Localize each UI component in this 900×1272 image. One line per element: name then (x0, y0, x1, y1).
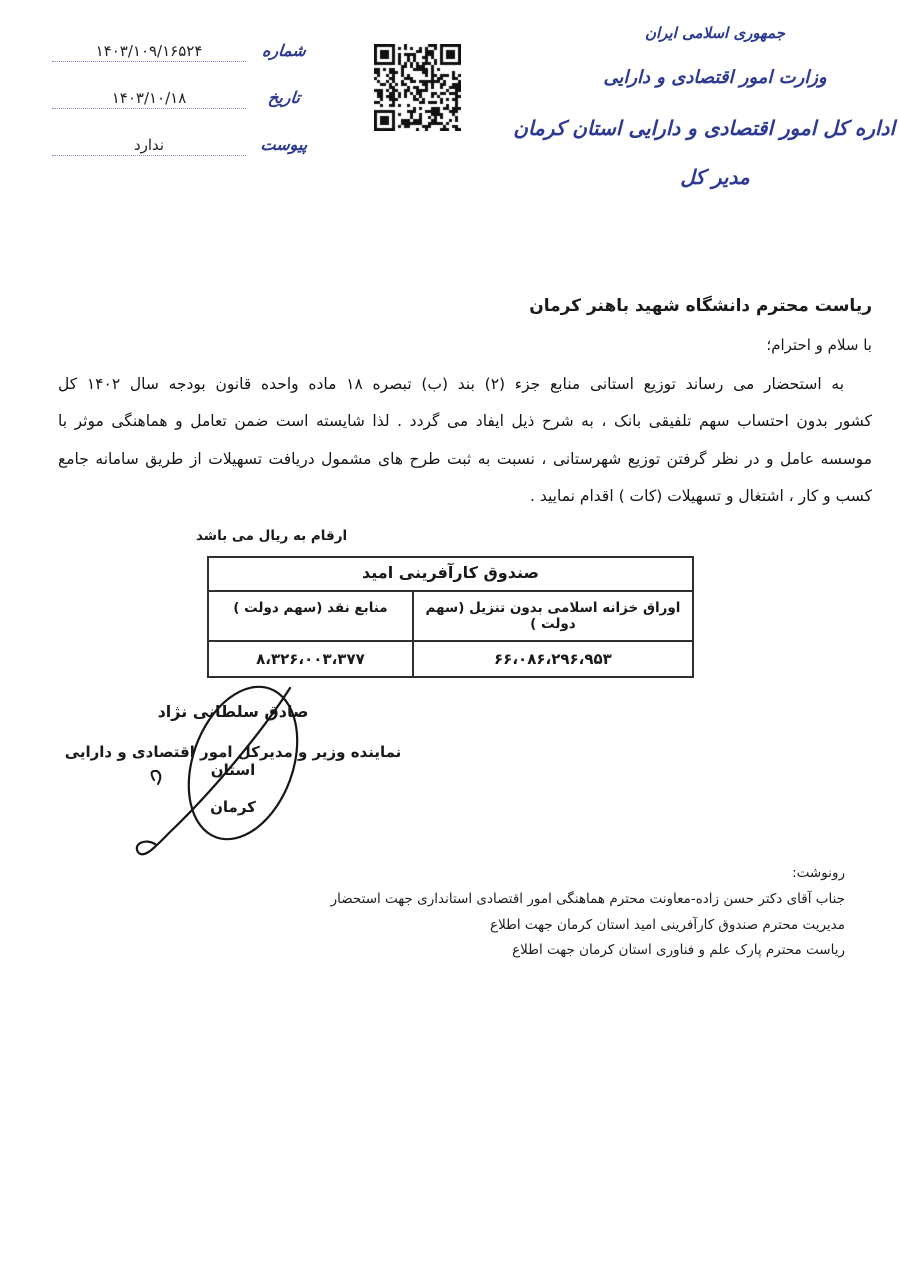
table-title: صندوق کارآفرینی امید (209, 558, 692, 592)
cc-item: مدیریت محترم صندوق کارآفرینی امید استان کرمان جهت اطلاع (490, 916, 845, 933)
recipient-line: ریاست محترم دانشگاه شهید باهنر کرمان (529, 296, 872, 316)
letter-date-label: تاریخ (267, 88, 302, 107)
cc-item: ریاست محترم پارک علم و فناوری استان کرمان جهت اطلاع (512, 942, 845, 959)
signature-block (58, 702, 408, 816)
salutation-line: با سلام و احترام؛ (766, 336, 872, 354)
letterhead-ministry: وزارت امور اقتصادی و دارایی (603, 67, 827, 88)
table-value-row (209, 642, 692, 676)
body-line: موسسه عامل و در نظر گرفتن توزیع شهرستانی ، نسبت به ثبت طرح های مشمول دریافت تسهیلات از طریق سامانه جامع (58, 449, 872, 468)
letter-date-line (52, 74, 246, 109)
cc-label: رونوشت: (792, 865, 845, 881)
table-header-cash-resources: منابع نقد (سهم دولت ) (209, 592, 412, 642)
body-line: به استحضار می رساند توزیع استانی منابع جزء (۲) بند (ب) تبصره ۱۸ ماده واحده قانون بودجه سال ۱۴۰۲ کل (58, 375, 845, 393)
letter-attachment-row (52, 122, 312, 156)
letterhead-directorate: اداره کل امور اقتصادی و دارایی استان کرمان (513, 116, 895, 140)
letterhead (513, 12, 895, 200)
table-value-treasury-bonds: ۶۶،۰۸۶،۲۹۶،۹۵۳ (412, 642, 692, 676)
letter-number-value: ۱۴۰۳/۱۰۹/۱۶۵۲۴ (95, 42, 203, 60)
table-caption: ارقام به ریال می باشد (196, 528, 348, 544)
letter-number-row (52, 28, 312, 62)
table-value-cash-resources: ۸،۳۲۶،۰۰۳،۳۷۷ (256, 650, 365, 668)
letter-attachment-line (52, 121, 246, 156)
table-header-treasury-bonds: اوراق خزانه اسلامی بدون تنزیل (سهم دولت ) (412, 592, 692, 642)
letter-attachment-label: پیوست (259, 135, 309, 154)
letter-number-label: شماره (261, 41, 307, 60)
body-paragraph (58, 366, 872, 516)
body-line: کسب و کار ، اشتغال و تسهیلات (کات ) اقدام نمایید . (529, 487, 872, 506)
signatory-title-city: کرمان (210, 798, 256, 816)
letter-date-value: ۱۴۰۳/۱۰/۱۸ (111, 89, 187, 107)
fund-table (207, 556, 694, 678)
qr-code-icon (374, 44, 461, 131)
letter-date-row (52, 75, 312, 109)
letterhead-country: جمهوری اسلامی ایران (644, 24, 786, 42)
cc-item: جناب آقای دکتر حسن زاده-معاونت محترم هماهنگی امور اقتصادی استانداری جهت استحضار (330, 890, 845, 907)
letter-attachment-value: ندارد (133, 136, 165, 154)
letterhead-director-general: مدیر کل (680, 165, 750, 189)
cc-block (331, 861, 845, 964)
table-header-row (209, 592, 692, 642)
body-line: کشور بدون احتساب سهم تلفیقی بانک ، به شرح ذیل ایفاد می گردد . لذا شایسته است ضمن تعامل و هماهنگی موثر با (58, 412, 872, 431)
letter-number-line (52, 27, 246, 62)
signatory-name: صادق سلطانی نژاد (157, 702, 309, 721)
letter-meta (52, 28, 312, 156)
signatory-title: نماینده وزیر و مدیرکل امور اقتصادی و دارایی استان (64, 743, 402, 779)
